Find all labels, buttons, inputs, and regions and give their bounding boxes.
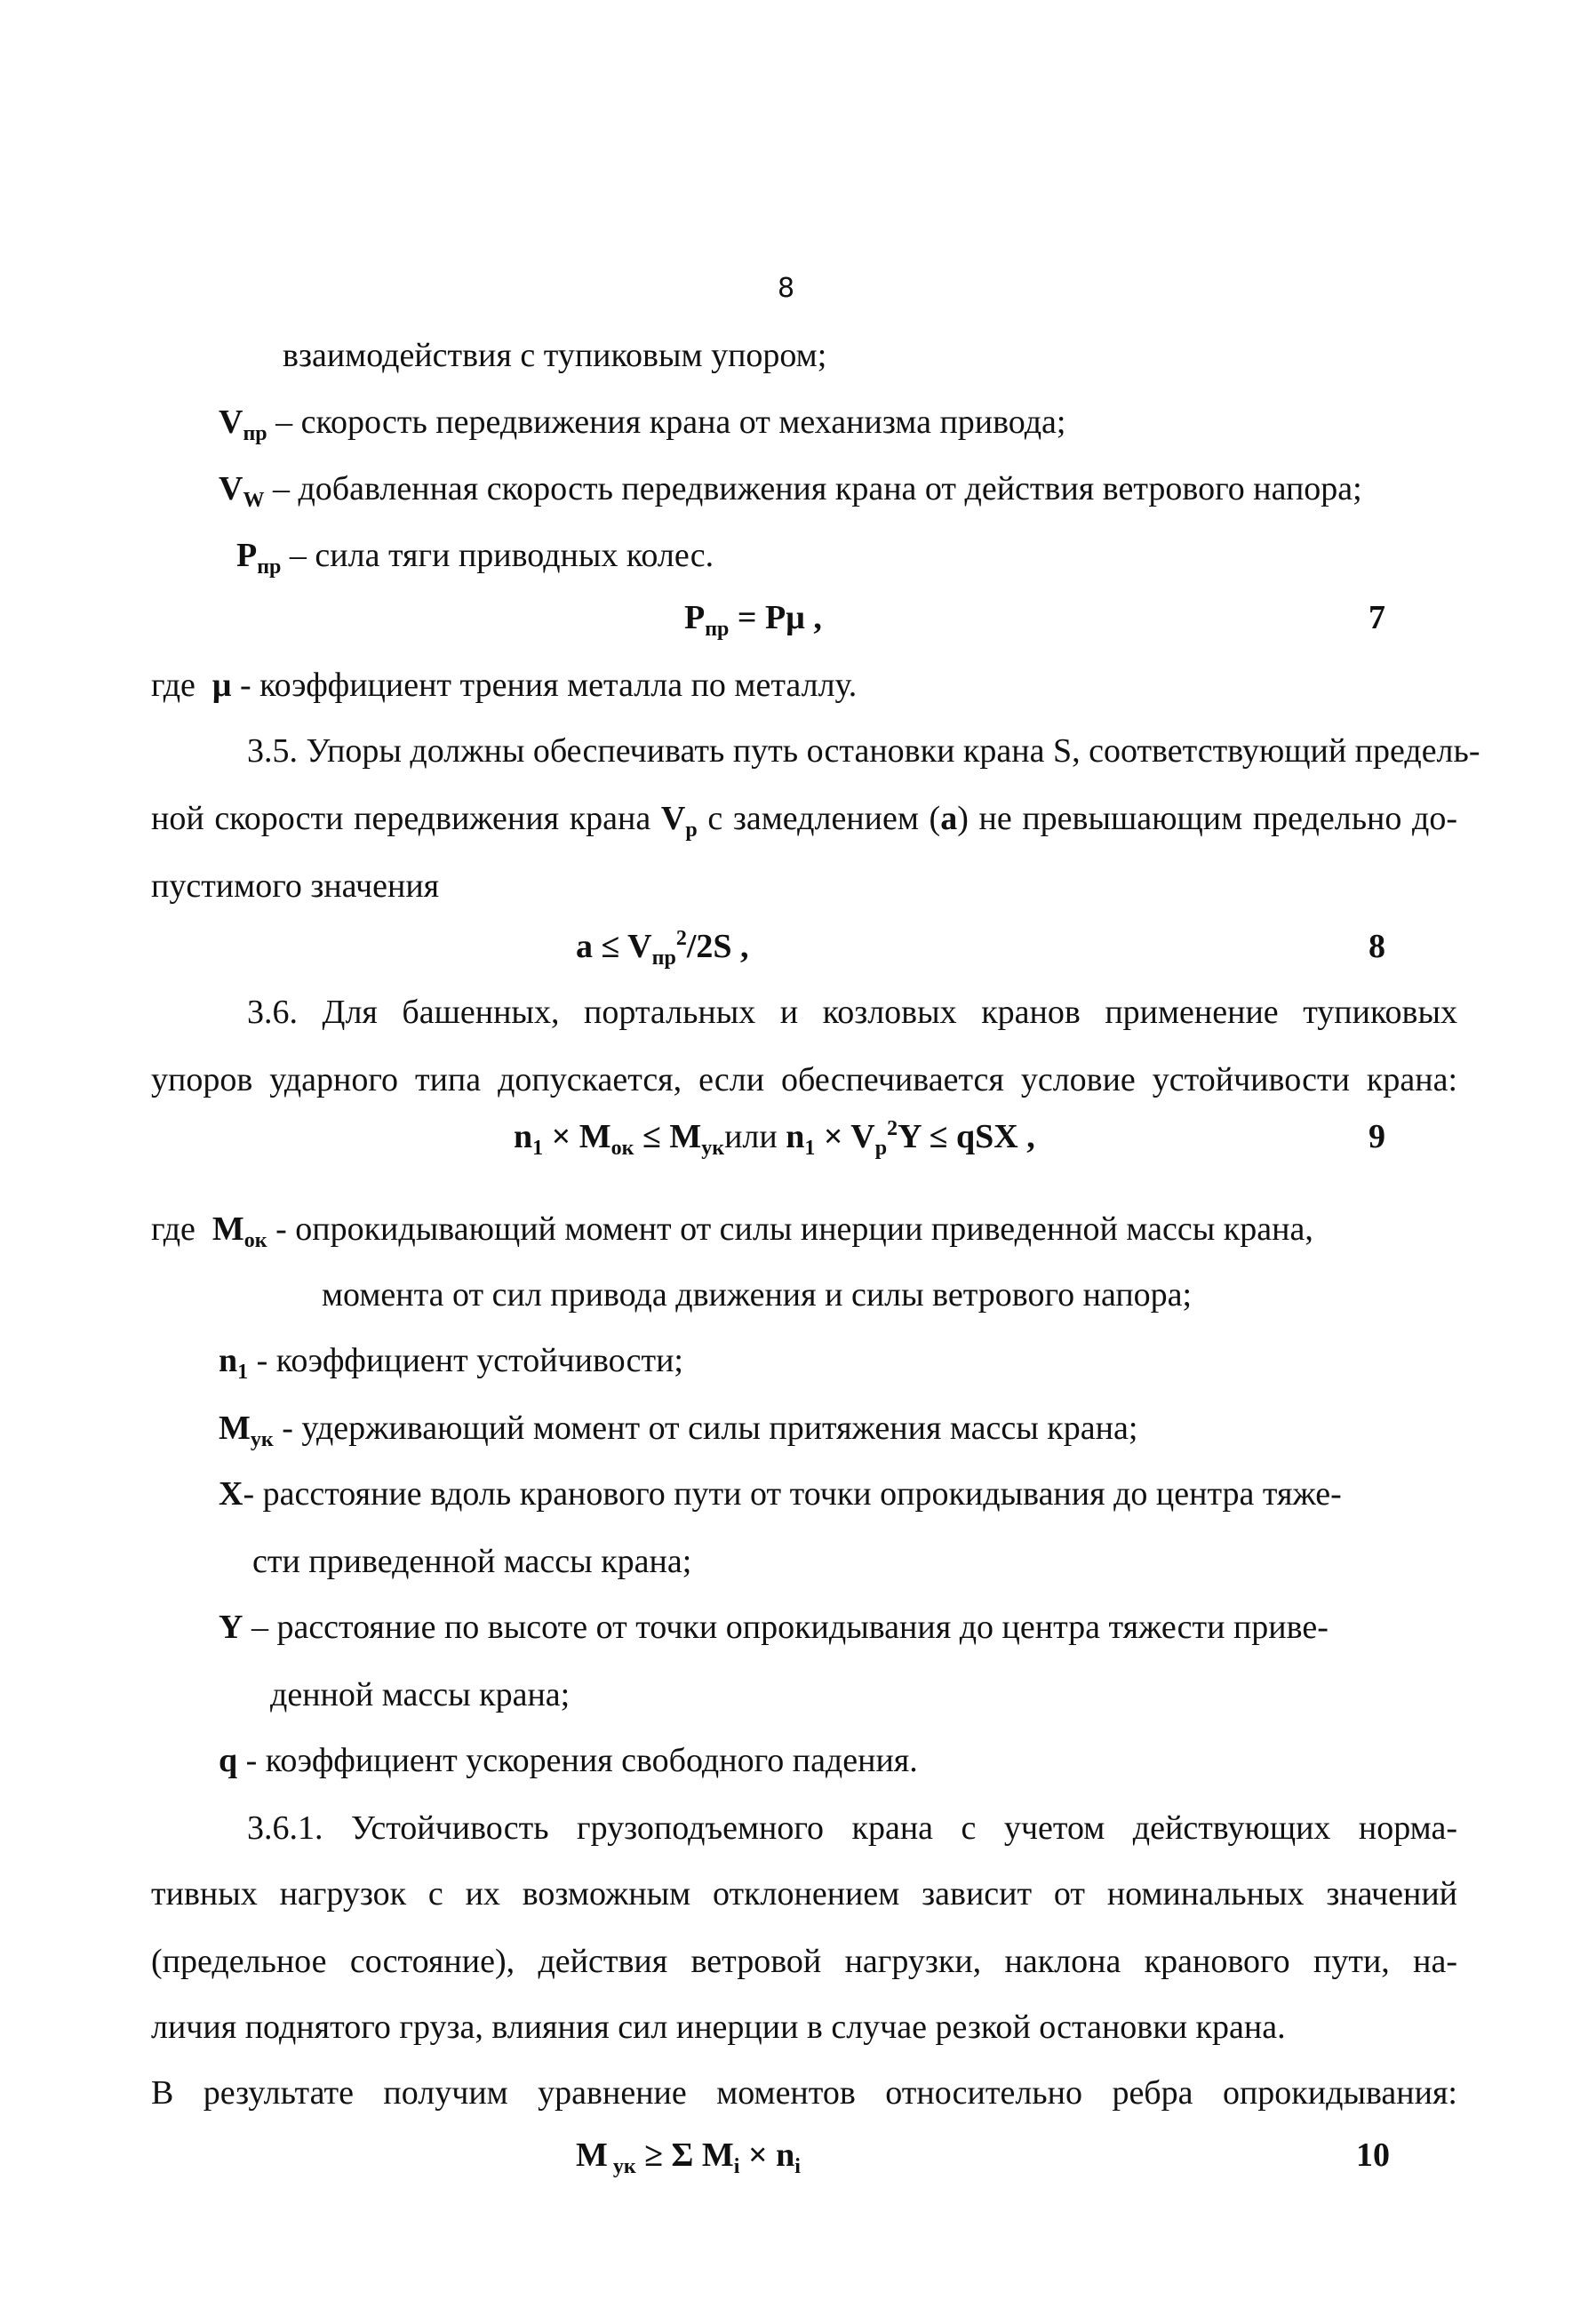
def-vpr [219, 403, 1066, 445]
symbol: V [219, 470, 243, 507]
def-x-cont: сти приведенной массы крана; [252, 1543, 692, 1580]
def-mok-cont: момента от сил привода движения и силы ветрового напора; [322, 1276, 1193, 1314]
symbol: Y [219, 1609, 243, 1646]
superscript: 2 [887, 1117, 898, 1140]
subscript: ок [610, 1137, 634, 1160]
def-text: - коэффициент устойчивости; [248, 1342, 683, 1379]
para-3-5-line-3: пустимого значения [151, 867, 440, 905]
def-text: - коэффициент трения металла по металлу. [239, 667, 858, 704]
def-vw [219, 470, 1362, 512]
text: ной скорости передвижения крана [151, 800, 661, 837]
page-number: 8 [778, 273, 795, 304]
equation-9 [514, 1117, 1035, 1160]
subscript: W [243, 489, 265, 512]
equation-7 [684, 599, 822, 641]
symbol: q [219, 1742, 238, 1779]
def-muk [219, 1410, 1138, 1451]
para-3-5-line-1: 3.5. Упоры должны обеспечивать путь остановки крана S, соответствующий предель- [247, 732, 1480, 770]
para-3-5-line-2 [151, 800, 1457, 842]
symbol: X [219, 1475, 243, 1513]
eq-part: a ≤ V [576, 928, 652, 965]
def-text: – расстояние по высоте от точки опрокидывания до центра тяжести приве- [243, 1609, 1329, 1646]
def-text: - удерживающий момент от силы притяжения массы крана; [273, 1410, 1138, 1447]
para-3-6-1-line-1: 3.6.1. Устойчивость грузоподъемного крана с учетом действующих норма- [247, 1809, 1457, 1847]
def-n1 [219, 1342, 683, 1384]
subscript: ок [243, 1229, 267, 1252]
symbol: n [219, 1342, 238, 1379]
eq-part: ≥ Σ M [635, 2136, 734, 2174]
subscript: пр [243, 422, 267, 445]
subscript: i [733, 2155, 740, 2178]
para-3-6-line-1: 3.6. Для башенных, портальных и козловых кранов применение тупиковых [247, 994, 1457, 1031]
superscript: 2 [675, 927, 687, 950]
def-text: - коэффициент ускорения свободного падения. [237, 1742, 918, 1779]
def-ppr [236, 537, 714, 579]
symbol: а [940, 800, 958, 837]
subscript: пр [651, 946, 676, 970]
symbol: μ [211, 667, 232, 704]
para-3-6-1-line-4: личия поднятого груза, влияния сил инерции в случае резкой остановки крана. [151, 2009, 1286, 2046]
eq-part: × n [739, 2136, 795, 2174]
eq-part: n [514, 1118, 533, 1155]
eq-word: или [724, 1118, 778, 1155]
subscript: р [874, 1137, 888, 1160]
where-mu [151, 668, 857, 702]
where-label: где [151, 1210, 196, 1248]
text: ) не превышающим предельно до- [957, 800, 1457, 837]
def-text: - расстояние вдоль кранового пути от точки опрокидывания до центра тяже- [243, 1475, 1342, 1513]
subscript: i [794, 2155, 801, 2178]
def-q [219, 1744, 918, 1777]
def-text: – скорость передвижения крана от механизма привода; [275, 403, 1066, 441]
subscript: ук [607, 2155, 636, 2178]
def-x [219, 1477, 1342, 1511]
subscript: 1 [237, 1361, 249, 1384]
eq-part: = Pμ , [729, 599, 822, 636]
subscript: ук [701, 1137, 725, 1160]
def-text: – сила тяги приводных колес. [289, 537, 714, 574]
subscript: 1 [532, 1137, 544, 1160]
eq-part: /2S , [686, 928, 749, 965]
def-text: - опрокидывающий момент от силы инерции приведенной массы крана, [267, 1210, 1313, 1248]
subscript: ук [250, 1428, 274, 1451]
subscript: пр [257, 555, 282, 579]
where-label: где [151, 667, 196, 704]
para-3-6-line-2: упоров ударного типа допускается, если обеспечивается условие устойчивости крана: [151, 1061, 1457, 1098]
def-mok [151, 1210, 1313, 1252]
eq-part: M [576, 2136, 608, 2174]
line-continuation: взаимодействия с тупиковым упором; [283, 337, 827, 374]
eq-part: P [684, 599, 706, 636]
eq-part: Y ≤ qSX , [898, 1118, 1035, 1155]
symbol: M [219, 1410, 251, 1447]
subscript: пр [705, 618, 730, 641]
symbol: P [236, 537, 258, 574]
equation-number-7: 7 [1369, 599, 1385, 636]
equation-8 [576, 927, 749, 970]
equation-number-10: 10 [1356, 2136, 1390, 2174]
equation-number-9: 9 [1369, 1118, 1385, 1155]
eq-part: ≤ M [634, 1118, 702, 1155]
equation-10 [576, 2136, 801, 2178]
para-3-6-1-line-5: В результате получим уравнение моментов относительно ребра опрокидывания: [151, 2074, 1457, 2112]
text: с замедлением ( [697, 800, 941, 837]
symbol: M [211, 1210, 244, 1248]
def-y [219, 1610, 1329, 1644]
para-3-6-1-line-2: тивных нагрузок с их возможным отклонением зависит от номинальных значений [151, 1875, 1457, 1913]
para-3-6-1-line-3: (предельное состояние), действия ветровой нагрузки, наклона кранового пути, на- [151, 1943, 1457, 1980]
equation-number-8: 8 [1369, 928, 1385, 965]
eq-part: × M [543, 1118, 611, 1155]
eq-part: × V [815, 1118, 875, 1155]
symbol: V [660, 800, 686, 837]
subscript: р [685, 819, 698, 842]
def-text: – добавленная скорость передвижения крана от действия ветрового напора; [272, 470, 1362, 507]
def-y-cont: денной массы крана; [270, 1676, 571, 1713]
symbol: V [219, 403, 243, 441]
eq-part: n [777, 1118, 805, 1155]
subscript: 1 [804, 1137, 816, 1160]
